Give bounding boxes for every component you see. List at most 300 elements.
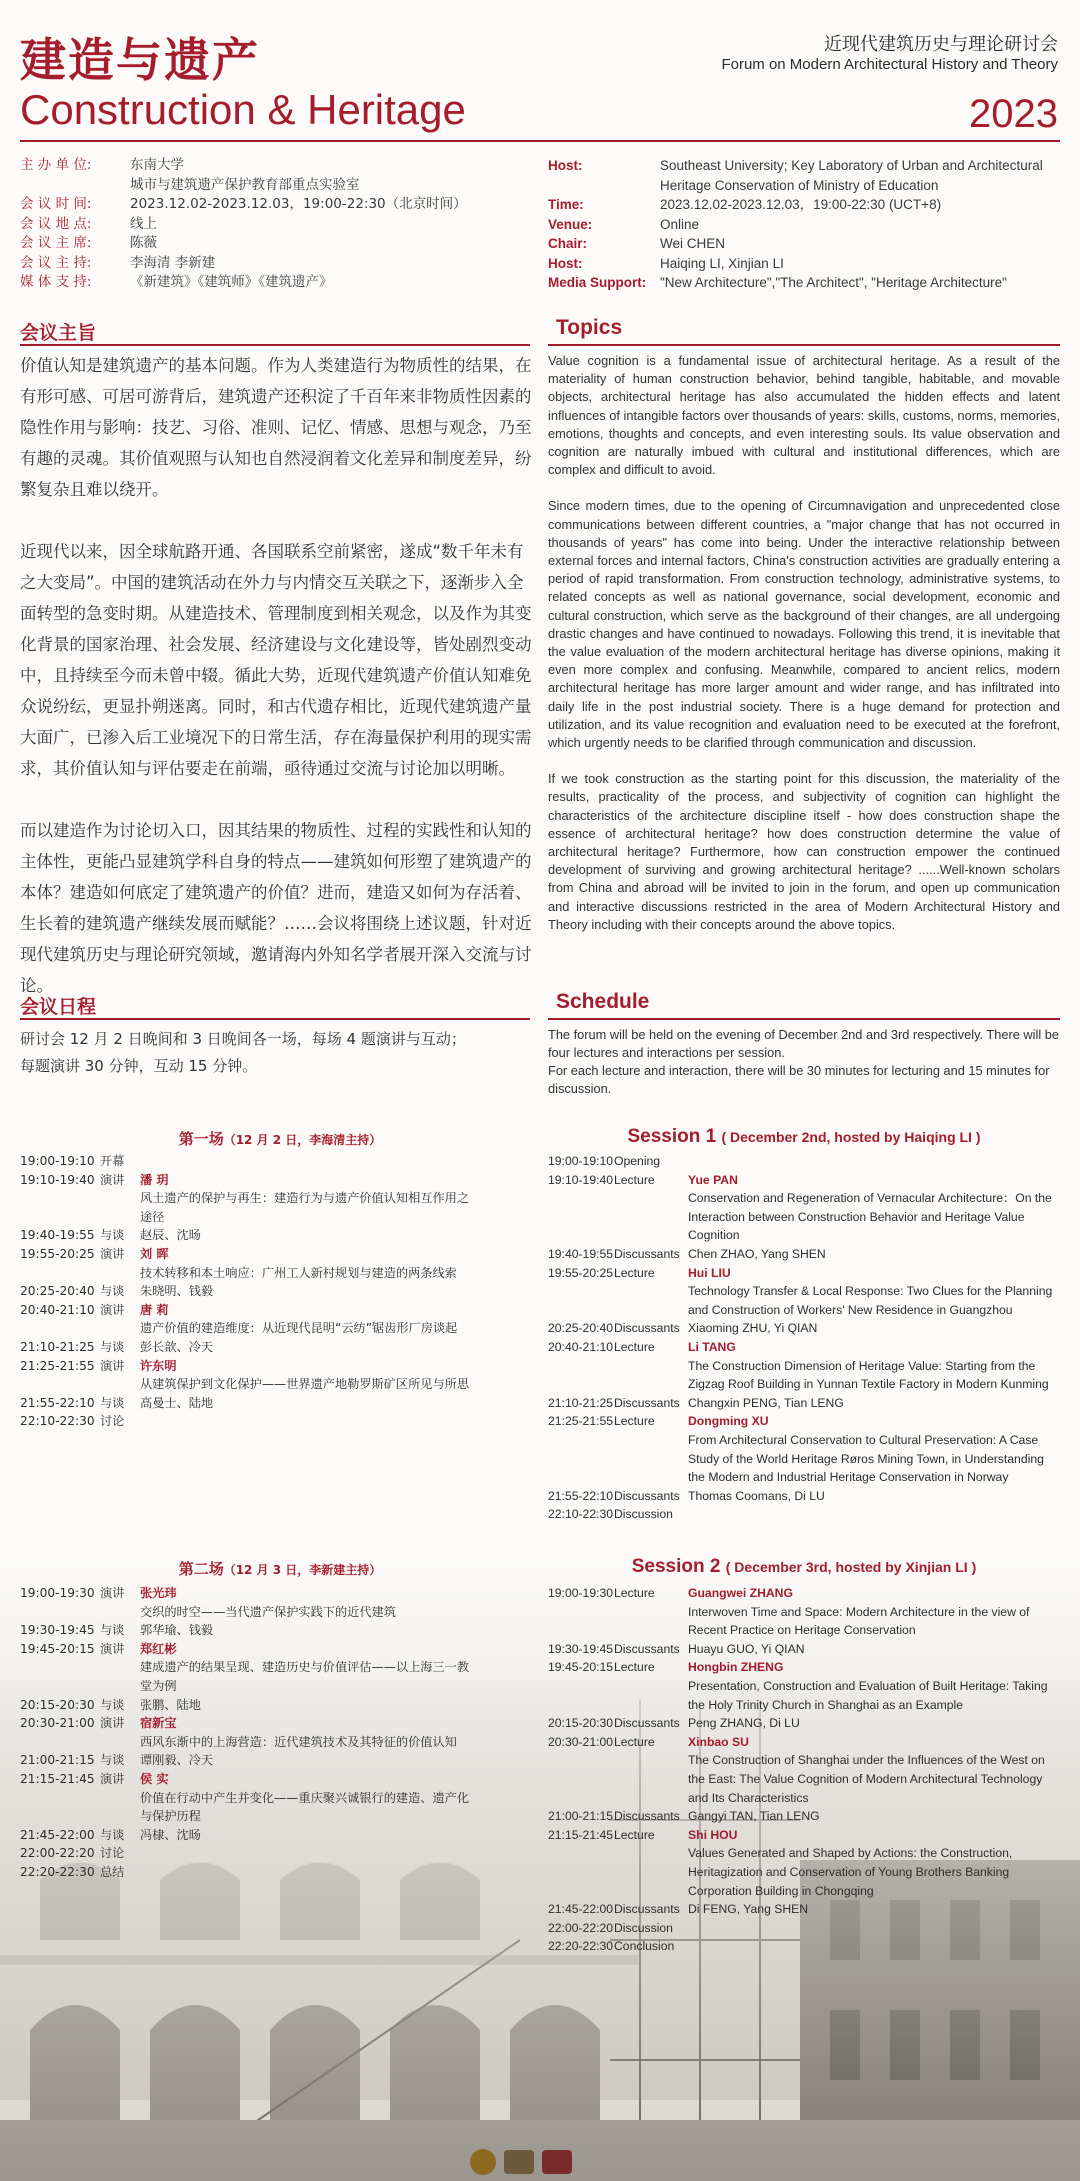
schedule-heading-en: Schedule (556, 990, 650, 1013)
info-cn (20, 156, 540, 293)
program-row (20, 1621, 480, 1640)
item-type (100, 1603, 140, 1622)
item-text: Changxin PENG, Tian LENG (688, 1395, 844, 1410)
schedule-intro-cn (20, 1026, 540, 1080)
info-en (548, 156, 1068, 293)
time-slot: 20:40-21:10 (548, 1339, 614, 1354)
speaker-name: Dongming XU (688, 1414, 769, 1429)
item-content (140, 1357, 480, 1376)
item-text: 西风东渐中的上海营造：近代建筑技术及其特征的价值认知 (140, 1734, 457, 1749)
time-slot (548, 1603, 614, 1640)
item-type (614, 1603, 688, 1640)
item-text: 朱晓明、钱毅 (140, 1284, 214, 1299)
item-type: 演讲 (100, 1771, 125, 1786)
info-key: Time: (548, 197, 584, 212)
program-row (20, 1375, 480, 1394)
time-slot: 21:10-21:25 (548, 1395, 614, 1410)
info-key: 会 议 地 点: (20, 215, 92, 232)
item-content (688, 1919, 1060, 1938)
time-slot (20, 1189, 100, 1226)
item-type: 总结 (100, 1864, 125, 1879)
item-content (140, 1282, 480, 1301)
time-slot (548, 1357, 614, 1394)
forum-name-cn: 近现代建筑历史与理论研讨会 (824, 34, 1058, 55)
item-content (688, 1431, 1060, 1487)
item-content (688, 1412, 1060, 1431)
program-row (20, 1640, 480, 1659)
speaker-name: Shi HOU (688, 1827, 738, 1842)
info-key: 媒 体 支 持: (20, 274, 92, 290)
info-value: 2023.12.02-2023.12.03，19:00-22:30 (UCT+8) (660, 197, 942, 212)
item-type: 与谈 (100, 1395, 125, 1410)
program-row (20, 1282, 480, 1301)
time-slot: 21:45-22:00 (548, 1902, 614, 1917)
item-content (688, 1171, 1060, 1190)
item-content (140, 1714, 480, 1733)
time-slot (548, 1677, 614, 1714)
session1-program-cn (20, 1152, 480, 1431)
topic-body-cn (20, 350, 535, 1032)
topic-heading-cn: 会议主旨 (20, 322, 97, 344)
time-slot: 19:30-19:45 (20, 1623, 95, 1638)
item-content (140, 1412, 480, 1431)
paragraph: Value cognition is a fundamental issue of architectural heritage. As a result of the materiality of human construction behavior, behind tangible, habitable, and movable objects, architectural heritage has also accumulated the hidden effects and latent influences of intangible factors over thousands of years: skills, customs, norms, memories, emotions, thoughts and concepts, and even interesting souls. Its value observation and cognition are naturally imbued with cultural and institutional differences, which are complex and difficult to avoid. (548, 353, 1060, 478)
item-content (688, 1751, 1060, 1807)
program-row (548, 1319, 1060, 1338)
item-content (688, 1357, 1060, 1394)
program-row (20, 1789, 480, 1826)
time-slot: 19:00-19:30 (20, 1586, 95, 1600)
item-text: Thomas Coomans, Di LU (688, 1488, 825, 1503)
item-type: Discussion (614, 1920, 673, 1935)
item-type: Conclusion (614, 1939, 675, 1954)
program-row (548, 1603, 1060, 1640)
item-content (688, 1152, 1060, 1171)
item-text: 高曼士、陆地 (140, 1395, 214, 1410)
item-text: The Construction of Shanghai under the Influences of the West on the East: The Value Cognition of Modern Architectural Technology and Its Characteristics (688, 1753, 1045, 1805)
program-row (548, 1658, 1060, 1677)
item-text: Values Generated and Shaped by Actions: the Construction, Heritagization and Conservation of Young Brothers Banking Corporation Building in Chongqing (688, 1846, 1013, 1898)
time-slot: 20:30-21:00 (20, 1716, 95, 1731)
program-row (548, 1844, 1060, 1900)
item-content (688, 1319, 1060, 1338)
time-slot: 19:30-19:45 (548, 1641, 614, 1656)
speaker-name: Hongbin ZHENG (688, 1660, 784, 1675)
item-type (100, 1375, 140, 1394)
item-content (688, 1245, 1060, 1264)
program-row (548, 1677, 1060, 1714)
info-key (20, 176, 130, 196)
time-slot: 20:30-21:00 (548, 1734, 614, 1749)
item-content (140, 1789, 480, 1826)
item-content (688, 1338, 1060, 1357)
item-text: Gangyi TAN, Tian LENG (688, 1809, 820, 1824)
item-text: 彭长歆、冷天 (140, 1339, 214, 1354)
item-type: Discussants (614, 1488, 680, 1503)
program-row (548, 1357, 1060, 1394)
intro-line: 每题演讲 30 分钟，互动 15 分钟。 (20, 1057, 258, 1075)
program-row (548, 1807, 1060, 1826)
schedule-rule-en (548, 1018, 1060, 1020)
item-text: The Construction Dimension of Heritage Value: Starting from the Zigzag Roof Building in Yunnan Textile Factory in Modern Kunming (688, 1358, 1049, 1392)
info-row (20, 254, 540, 274)
info-value: Haiqing LI, Xinjian LI (660, 255, 784, 271)
item-content (140, 1245, 480, 1264)
time-slot: 19:45-20:15 (20, 1641, 95, 1656)
program-row (548, 1431, 1060, 1487)
time-slot: 22:00-22:20 (20, 1846, 95, 1861)
forum-name-en: Forum on Modern Architectural History and Theory (721, 56, 1058, 73)
item-content (688, 1487, 1060, 1506)
item-content (140, 1226, 480, 1245)
item-text: Presentation, Construction and Evaluation of Built Heritage: Taking the Holy Trinity Church in Shanghai as an Example (688, 1678, 1048, 1712)
time-slot: 21:55-22:10 (548, 1488, 614, 1503)
item-type: 演讲 (100, 1641, 125, 1656)
program-row (20, 1319, 480, 1338)
item-content (688, 1658, 1060, 1677)
time-slot: 21:10-21:25 (20, 1339, 95, 1354)
item-text: 遗产价值的建造维度：从近现代昆明“云纺”锯齿形厂房谈起 (140, 1321, 458, 1336)
time-slot (548, 1282, 614, 1319)
info-row (20, 156, 540, 176)
program-row (20, 1770, 480, 1789)
building-icon (542, 2150, 572, 2174)
speaker-name: 张光玮 (140, 1586, 177, 1600)
item-text: Chen ZHAO, Yang SHEN (688, 1246, 826, 1261)
program-row (20, 1584, 480, 1603)
intro-line: 研讨会 12 月 2 日晚间和 3 日晚间各一场，每场 4 题演讲与互动； (20, 1030, 466, 1048)
time-slot: 22:00-22:20 (548, 1920, 614, 1935)
item-type: 讨论 (100, 1846, 125, 1861)
item-content (140, 1826, 480, 1845)
time-slot: 19:00-19:10 (548, 1154, 614, 1168)
program-row (548, 1826, 1060, 1845)
program-row (548, 1245, 1060, 1264)
info-key: 主 办 单 位: (20, 157, 92, 173)
item-type: 开幕 (100, 1154, 125, 1168)
item-text: 技术转移和本土响应：广州工人新村规划与建造的两条线索 (140, 1265, 457, 1280)
item-content (688, 1189, 1060, 1245)
speaker-name: 刘 晖 (140, 1246, 169, 1261)
item-type: 与谈 (100, 1827, 125, 1842)
program-row (20, 1412, 480, 1431)
time-slot: 20:25-20:40 (20, 1284, 95, 1299)
time-slot: 21:00-21:15 (548, 1809, 614, 1824)
item-text: 郭华瑜、钱毅 (140, 1623, 214, 1638)
time-slot: 21:15-21:45 (548, 1827, 614, 1842)
time-slot: 21:25-21:55 (548, 1414, 614, 1429)
item-type: Lecture (614, 1734, 655, 1749)
item-type: Lecture (614, 1414, 655, 1429)
time-slot: 22:10-22:30 (548, 1507, 614, 1522)
item-type: 与谈 (100, 1339, 125, 1354)
speaker-name: Li TANG (688, 1339, 736, 1354)
info-value: 《新建筑》《建筑师》《建筑遗产》 (130, 274, 333, 290)
time-slot: 19:55-20:25 (548, 1265, 614, 1280)
time-slot: 19:10-19:40 (548, 1172, 614, 1187)
item-content (140, 1696, 480, 1715)
session-label: 第一场 (178, 1130, 224, 1148)
time-slot: 21:15-21:45 (20, 1771, 95, 1786)
program-row (548, 1338, 1060, 1357)
program-row (20, 1264, 480, 1283)
time-slot (20, 1319, 100, 1338)
session-label: Session 2 (631, 1556, 721, 1577)
program-row (548, 1171, 1060, 1190)
time-slot: 20:25-20:40 (548, 1321, 614, 1336)
item-type (614, 1677, 688, 1714)
item-content (688, 1714, 1060, 1733)
info-row (548, 273, 1068, 293)
item-content (688, 1584, 1060, 1603)
item-content (140, 1264, 480, 1283)
session2-title-en (548, 1556, 1060, 1578)
program-row (20, 1301, 480, 1320)
program-row (548, 1189, 1060, 1245)
time-slot: 19:55-20:25 (20, 1246, 95, 1261)
school-icon (504, 2150, 534, 2174)
info-key: Media Support: (548, 275, 647, 290)
item-text: From Architectural Conservation to Cultural Preservation: A Case Study of the World Heritage Røros Mining Town, in Understanding the Modern and Industrial Heritage Conservation in Norway (688, 1432, 1044, 1485)
program-row (20, 1826, 480, 1845)
schedule-heading-cn: 会议日程 (20, 996, 97, 1018)
item-content (140, 1171, 480, 1190)
speaker-name: 许东明 (140, 1358, 177, 1373)
speaker-name: 宿新宝 (140, 1716, 177, 1731)
item-content (688, 1807, 1060, 1826)
item-content (688, 1937, 1060, 1956)
time-slot (548, 1189, 614, 1245)
item-type (100, 1658, 140, 1695)
speaker-name: 侯 实 (140, 1771, 169, 1786)
item-type (100, 1733, 140, 1752)
item-text: Peng ZHANG, Di LU (688, 1716, 800, 1731)
paragraph: Since modern times, due to the opening of Circumnavigation and unprecedented close communications between different countries, a "major change that has not occurred in thousands of years" has come into being. Under the interactive relationship between external forces and internal factors, China's construction activities are gradually entering a period of rapid transformation. From construction technology, administrative systems, to related concepts as well as national governance, social development, economic and cultural construction, which serve as the background of their changes, are all undergoing drastic changes and have continued to nowadays. Following this trend, it is inevitable that the value evaluation of the modern architectural heritage has diverse opinions, making it even more complex and confusing. Meanwhile, compared to ancient relics, modern architectural heritage has more larger amount and wider range, and has infiltrated into daily life in the post industrial society. There is a huge demand for protection and utilization, and its value recognition and evaluation need to be executed at the forefront, which urgently needs to be clariﬁed through communication and discussion. (548, 498, 1060, 751)
item-text: 价值在行动中产生并变化——重庆聚兴诚银行的建造、遗产化与保护历程 (140, 1790, 470, 1824)
time-slot: 21:25-21:55 (20, 1358, 95, 1373)
time-slot (20, 1264, 100, 1283)
item-content (140, 1733, 480, 1752)
program-row (20, 1658, 480, 1695)
info-row (548, 254, 1068, 274)
time-slot: 20:15-20:30 (20, 1697, 95, 1712)
speaker-name: Hui LIU (688, 1265, 731, 1280)
program-row (548, 1412, 1060, 1431)
item-type (614, 1751, 688, 1807)
item-text: Xiaoming ZHU, Yi QIAN (688, 1321, 818, 1336)
item-type: Lecture (614, 1660, 655, 1675)
item-text: Huayu GUO, Yi QIAN (688, 1641, 805, 1656)
time-slot (20, 1733, 100, 1752)
program-row (20, 1714, 480, 1733)
speaker-name: Guangwei ZHANG (688, 1586, 793, 1600)
info-row (20, 176, 540, 196)
item-type: Opening (614, 1154, 661, 1168)
item-type: 演讲 (100, 1302, 125, 1317)
session-label: Session 1 (627, 1126, 717, 1147)
speaker-name: 郑红彬 (140, 1641, 177, 1656)
program-row (20, 1863, 480, 1882)
time-slot (548, 1431, 614, 1487)
session1-program-en (548, 1152, 1060, 1524)
info-row (20, 215, 540, 235)
info-key: 会 议 时 间: (20, 196, 92, 212)
info-value: 城市与建筑遗产保护教育部重点实验室 (130, 176, 360, 193)
item-type (614, 1282, 688, 1319)
item-text: 交织的时空——当代遗产保护实践下的近代建筑 (140, 1604, 396, 1619)
program-row (548, 1282, 1060, 1319)
info-key: Host: (548, 158, 583, 173)
speaker-name: Xinbao SU (688, 1734, 749, 1749)
intro-line: The forum will be held on the evening of December 2nd and 3rd respectively. There will be four lectures and interactions per session. (548, 1027, 1059, 1060)
program-row (548, 1487, 1060, 1506)
item-content (140, 1319, 480, 1338)
item-type: Lecture (614, 1827, 655, 1842)
program-row (20, 1338, 480, 1357)
program-row (20, 1696, 480, 1715)
paragraph: 近现代以来，因全球航路开通、各国联系空前紧密，遂成“数千年未有之大变局”。中国的建筑活动在外力与内情交互关联之下，逐渐步入全面转型的急变时期。从建造技术、管理制度到相关观念，以及作为其变化背景的国家治理、社会发展、经济建设与文化建设等，皆处剧烈变动中，且持续至今而未曾中辍。循此大势，近现代建筑遗产价值认知难免众说纷纭，更显扑朔迷离。同时，和古代遗存相比，近现代建筑遗产量大面广，已渗入后工业境况下的日常生活，存在海量保护利用的现实需求，其价值认知与评估要走在前端，亟待通过交流与讨论加以明晰。 (20, 542, 532, 778)
item-content (140, 1770, 480, 1789)
item-type: 与谈 (100, 1753, 125, 1768)
topic-body-en (548, 352, 1060, 952)
info-row (548, 215, 1068, 235)
info-key: 会 议 主 持: (20, 254, 92, 271)
item-type (100, 1789, 140, 1826)
item-content (688, 1640, 1060, 1659)
item-text: 建成遗产的结果呈现、建造历史与价值评估——以上海三一教堂为例 (140, 1660, 470, 1693)
info-value: 2023.12.02-2023.12.03，19:00-22:30（北京时间） (130, 196, 467, 212)
info-value: 李海清 李新建 (130, 254, 216, 271)
item-text: Technology Transfer & Local Response: Two Clues for the Planning and Construction of Workers' New Residence in Guangzhou (688, 1284, 1053, 1317)
item-type: 演讲 (100, 1586, 125, 1600)
time-slot: 19:00-19:10 (20, 1154, 95, 1168)
schedule-intro-en (548, 1026, 1060, 1098)
item-content (688, 1900, 1060, 1919)
program-row (20, 1733, 480, 1752)
item-type: Lecture (614, 1339, 655, 1354)
info-key: Host: (548, 255, 583, 271)
title-en: Construction & Heritage (20, 86, 466, 133)
item-type (100, 1319, 140, 1338)
item-text: 谭刚毅、冷天 (140, 1753, 214, 1768)
item-content (688, 1603, 1060, 1640)
item-text: 冯棣、沈旸 (140, 1827, 201, 1842)
info-key: 会 议 主 席: (20, 235, 92, 251)
item-text: 风土遗产的保护与再生：建造行为与遗产价值认知相互作用之途径 (140, 1191, 470, 1224)
item-content (688, 1733, 1060, 1752)
program-row (20, 1171, 480, 1190)
session1-title-cn (20, 1128, 540, 1149)
speaker-name: 唐 莉 (140, 1302, 169, 1317)
seal-icon (470, 2149, 496, 2175)
item-text: Interwoven Time and Space: Modern Architecture in the view of Recent Practice on Heritage Conservation (688, 1604, 1030, 1638)
page-header (0, 0, 1080, 140)
info-row (548, 195, 1068, 215)
time-slot (20, 1603, 100, 1622)
speaker-name: 潘 玥 (140, 1172, 169, 1187)
item-content (140, 1152, 480, 1171)
item-content (688, 1677, 1060, 1714)
item-type: 演讲 (100, 1172, 125, 1187)
session1-title-en (548, 1126, 1060, 1148)
item-content (688, 1264, 1060, 1283)
program-row (548, 1714, 1060, 1733)
intro-line: For each lecture and interaction, there will be 30 minutes for lecturing and 15 minutes for discussion. (548, 1063, 1050, 1096)
info-value: 东南大学 (130, 157, 184, 173)
item-type: Lecture (614, 1172, 655, 1187)
topic-rule-cn (20, 344, 530, 346)
info-row (548, 234, 1068, 254)
item-type: Discussion (614, 1507, 673, 1522)
time-slot: 22:10-22:30 (20, 1414, 95, 1429)
program-row (20, 1189, 480, 1226)
program-row (20, 1751, 480, 1770)
session-sub: （12 月 2 日，李海清主持） (223, 1133, 382, 1147)
item-type: Lecture (614, 1265, 655, 1280)
session-sub: （12 月 3 日，李新建主持） (223, 1563, 382, 1577)
item-type: 与谈 (100, 1284, 125, 1299)
info-key: Venue: (548, 216, 593, 232)
item-type (100, 1264, 140, 1283)
item-type: Discussants (614, 1716, 680, 1731)
session-label: 第二场 (178, 1560, 224, 1578)
item-type: Lecture (614, 1586, 655, 1600)
info-value: 线上 (130, 215, 157, 232)
time-slot: 22:20-22:30 (548, 1939, 614, 1954)
program-row (20, 1603, 480, 1622)
item-text: 从建筑保护到文化保护——世界遗产地勒罗斯矿区所见与所思 (140, 1377, 470, 1392)
paragraph: If we took construction as the starting point for this discussion, the materiality of the results, practicality of the process, and subjectivity of cognition can highlight the characteristics of the architecture discipline itself - how does construction shape the essence of architectural heritage? how does construction determine the value of architectural heritage? Furthermore, how can construction empower the continued development of surviving and growing architectural heritage? ......Well-known scholars from China and abroad will be invited to join in the forum, and open up communication and interactive discussions restricted in the area of Modern Architectural History and Theory including with their concepts around the above topics. (548, 771, 1060, 932)
info-row (548, 156, 1068, 195)
organizer-logos (470, 2148, 620, 2176)
program-row (548, 1394, 1060, 1413)
program-row (548, 1584, 1060, 1603)
item-content (140, 1394, 480, 1413)
item-type (100, 1189, 140, 1226)
time-slot: 22:20-22:30 (20, 1864, 95, 1879)
item-content (140, 1603, 480, 1622)
paragraph: 而以建造作为讨论切入口，因其结果的物质性、过程的实践性和认知的主体性，更能凸显建筑学科自身的特点——建筑如何形塑了建筑遗产的本体？建造如何底定了建筑遗产的价值？进而，建造又如何为存活着、生长着的建筑遗产继续发展而赋能？……会议将围绕上述议题，针对近现代建筑历史与理论研究领域，邀请海内外知名学者展开深入交流与讨论。 (20, 821, 532, 995)
program-row (548, 1751, 1060, 1807)
time-slot: 19:45-20:15 (548, 1660, 614, 1675)
program-row (20, 1394, 480, 1413)
item-type: Discussants (614, 1809, 680, 1824)
session2-title-cn (20, 1558, 540, 1579)
program-row (20, 1245, 480, 1264)
info-value: Southeast University; Key Laboratory of Urban and Architectural Heritage Conservation of Ministry of Education (660, 158, 1043, 193)
item-type: 与谈 (100, 1228, 125, 1243)
item-type: Discussants (614, 1321, 680, 1336)
program-row (548, 1264, 1060, 1283)
schedule-rule-cn (20, 1018, 530, 1020)
program-row (548, 1919, 1060, 1938)
item-content (140, 1844, 480, 1863)
item-text: 张鹏、陆地 (140, 1697, 201, 1712)
time-slot (20, 1789, 100, 1826)
time-slot (548, 1844, 614, 1900)
item-type: 演讲 (100, 1716, 125, 1731)
item-content (140, 1301, 480, 1320)
info-value: "New Architecture","The Architect", "Heritage Architecture" (660, 275, 1007, 290)
title-cn: 建造与遗产 (20, 33, 260, 87)
item-content (688, 1282, 1060, 1319)
program-row (20, 1152, 480, 1171)
program-row (548, 1937, 1060, 1956)
item-content (688, 1826, 1060, 1845)
session-sub: ( December 3rd, hosted by Xinjian LI ) (725, 1559, 977, 1575)
item-content (140, 1658, 480, 1695)
item-content (688, 1844, 1060, 1900)
